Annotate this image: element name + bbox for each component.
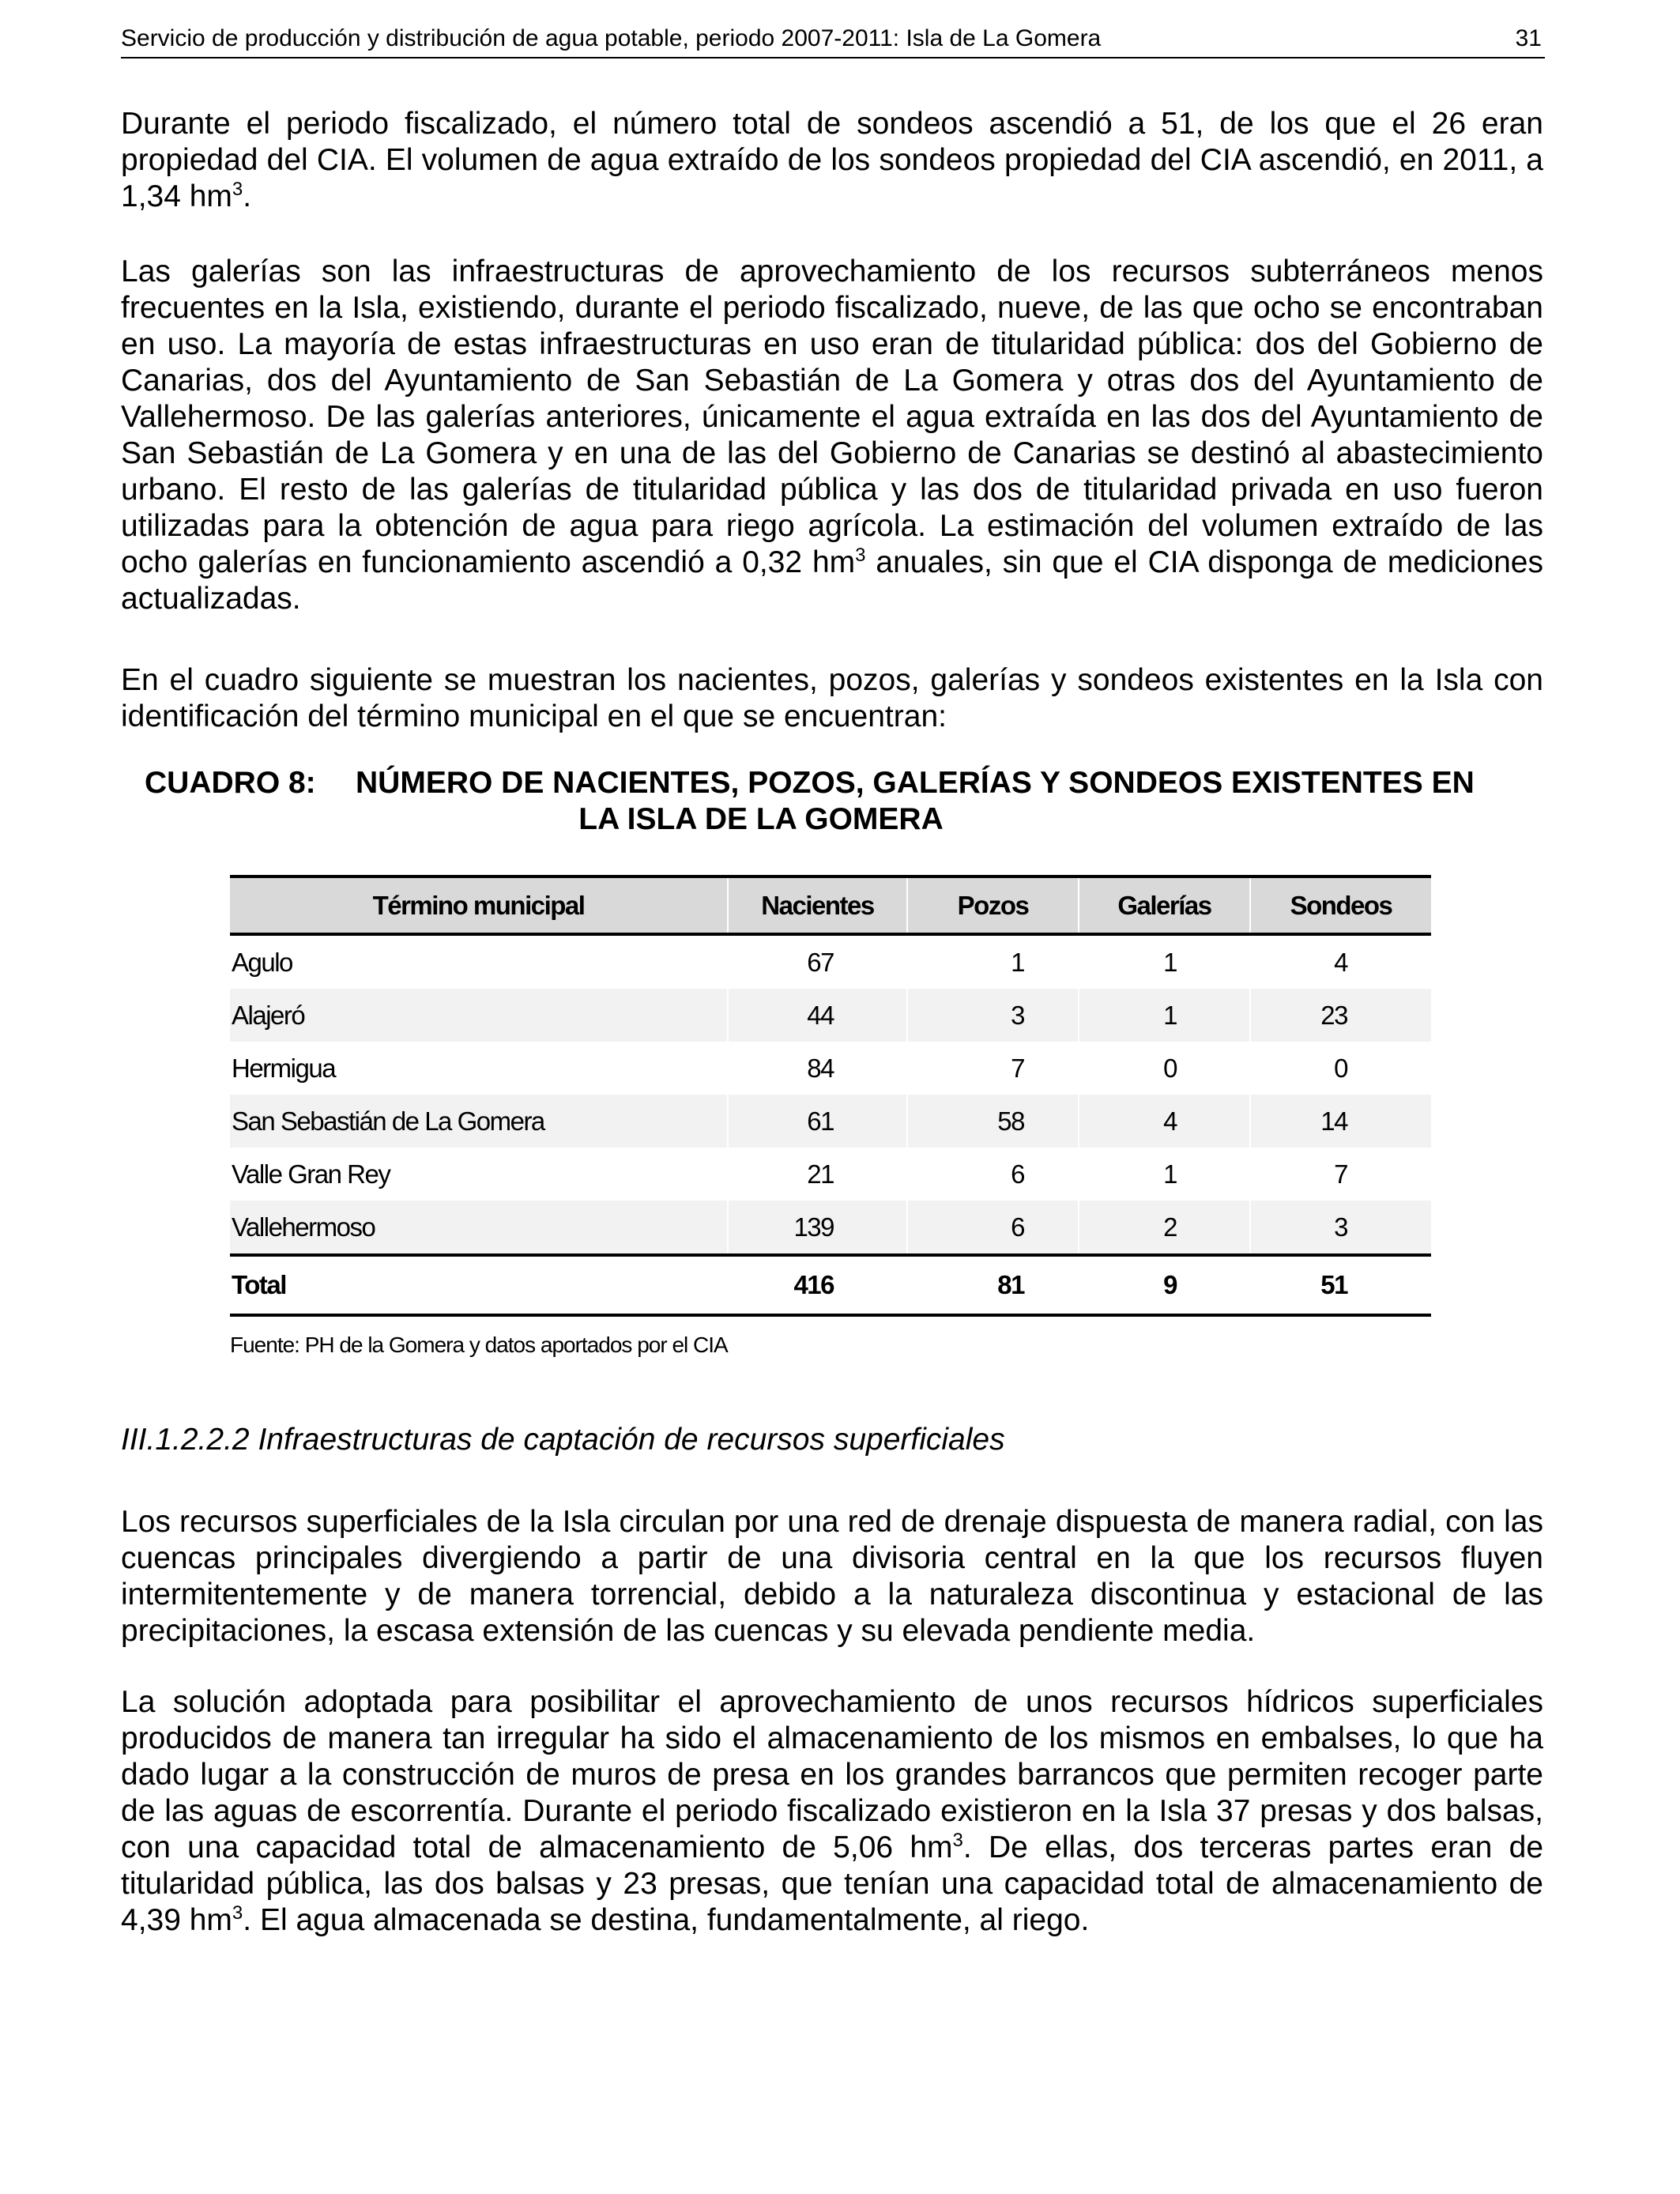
table-cell: 3 bbox=[907, 989, 1079, 1042]
table-cell: 139 bbox=[728, 1201, 907, 1255]
page-number: 31 bbox=[1515, 25, 1542, 51]
paragraph-text: anuales, sin que el CIA disponga de mediciones actualizadas. bbox=[121, 545, 1543, 616]
paragraph-sondeos bbox=[121, 106, 1543, 215]
table-cell: 0 bbox=[1079, 1042, 1250, 1095]
table-cell: 2 bbox=[1079, 1201, 1250, 1255]
table-cell: 1 bbox=[1079, 934, 1250, 989]
header-title: Servicio de producción y distribución de agua potable, periodo 2007-2011: Isla de La Gomera bbox=[121, 25, 1102, 51]
table-cell: 67 bbox=[728, 934, 907, 989]
paragraph-text: Durante el periodo fiscalizado, el número total de sondeos ascendió a 51, de los que el 26 eran propiedad del CIA. El volumen de agua extraído de los sondeos propiedad del CIA ascendió, en 2011, a 1,34 hm bbox=[121, 107, 1543, 213]
caption-line-1: NÚMERO DE NACIENTES, POZOS, GALERÍAS Y SONDEOS EXISTENTES EN bbox=[356, 766, 1475, 800]
paragraph-cuadro-intro: En el cuadro siguiente se muestran los nacientes, pozos, galerías y sondeos existentes en la Isla con identificación del término municipal en el que se encuentran: bbox=[121, 663, 1543, 733]
table-cell: 6 bbox=[907, 1201, 1079, 1255]
table-cell: 4 bbox=[1079, 1095, 1250, 1148]
table-cell: 0 bbox=[1250, 1042, 1431, 1095]
caption-line-2: LA ISLA DE LA GOMERA bbox=[578, 802, 944, 836]
table-cell: 6 bbox=[907, 1148, 1079, 1201]
paragraph-text: . bbox=[243, 179, 252, 213]
paragraph-text: Las galerías son las infraestructuras de aprovechamiento de los recursos subterráneos menos frecuentes en la Isla, existiendo, durante el periodo fiscalizado, nueve, de las que ocho se encontraban en uso. La mayoría de estas infraestructuras en uso eran de titularidad pública: dos del Gobierno de Canarias, dos del Ayuntamiento de San Sebastián de La Gomera y otras dos del Ayuntamiento de Vallehermoso. De las galerías anteriores, únicamente el agua extraída en las dos del Ayuntamiento de San Sebastián de La Gomera y en una de las del Gobierno de Canarias se destinó al abastecimiento urbano. El resto de las galerías de titularidad pública y las dos de titularidad privada en uso fueron utilizadas para la obtención de agua para riego agrícola. La estimación del volumen extraído de las ocho galerías en funcionamiento ascendió a 0,32 hm bbox=[121, 254, 1543, 579]
section-subheading: III.1.2.2.2 Infraestructuras de captación de recursos superficiales bbox=[121, 1423, 1005, 1457]
table-cell: 23 bbox=[1250, 989, 1431, 1042]
caption-label: CUADRO 8: bbox=[145, 766, 316, 800]
municipality-cell: Valle Gran Rey bbox=[232, 1159, 390, 1189]
column-header: Pozos bbox=[907, 876, 1079, 934]
paragraph-text: La solución adoptada para posibilitar el aprovechamiento de unos recursos hídricos superficiales producidos de manera tan irregular ha sido el almacenamiento de los mismos en embalses, lo que ha dado lugar a la construcción de muros de presa en los grandes barrancos que permiten recoger parte de las aguas de escorrentía. Durante el periodo fiscalizado existieron en la Isla 37 presas y dos balsas, con una capacidad total de almacenamiento de 5,06 hm bbox=[121, 1685, 1543, 1864]
page-header bbox=[121, 22, 1545, 58]
table-source-note: Fuente: PH de la Gomera y datos aportados por el CIA bbox=[230, 1333, 728, 1357]
total-cell: 416 bbox=[728, 1255, 907, 1315]
municipality-cell: Agulo bbox=[232, 947, 292, 977]
table-cell: 1 bbox=[907, 934, 1079, 989]
total-cell: 51 bbox=[1250, 1255, 1431, 1315]
table-row bbox=[230, 1095, 1431, 1148]
paragraph-text: . El agua almacenada se destina, fundamentalmente, al riego. bbox=[243, 1903, 1090, 1937]
table-cell: 84 bbox=[728, 1042, 907, 1095]
column-header: Sondeos bbox=[1250, 876, 1431, 934]
table-cell: 21 bbox=[728, 1148, 907, 1201]
paragraph-text: . De ellas, dos terceras partes eran de titularidad pública, las dos balsas y 23 presas, que tenían una capacidad total de almacenamiento de 4,39 hm bbox=[121, 1830, 1544, 1937]
municipality-cell: San Sebastián de La Gomera bbox=[230, 1095, 728, 1148]
table-cell: 1 bbox=[1079, 1148, 1250, 1201]
superscript: 3 bbox=[952, 1830, 963, 1851]
superscript: 3 bbox=[232, 179, 243, 200]
paragraph-embalses bbox=[121, 1684, 1543, 1939]
table-header-row bbox=[230, 876, 1431, 934]
table-row bbox=[230, 934, 1431, 989]
table-cell: 7 bbox=[907, 1042, 1079, 1095]
column-header: Galerías bbox=[1079, 876, 1250, 934]
total-cell: 81 bbox=[907, 1255, 1079, 1315]
table-row bbox=[230, 989, 1431, 1042]
municipality-cell: Hermigua bbox=[232, 1053, 336, 1083]
table-cell: 58 bbox=[907, 1095, 1079, 1148]
municipality-cell: Vallehermoso bbox=[230, 1201, 728, 1255]
table-cell: 14 bbox=[1250, 1095, 1431, 1148]
table-row bbox=[230, 1148, 1431, 1201]
column-header: Nacientes bbox=[728, 876, 907, 934]
superscript: 3 bbox=[232, 1902, 243, 1924]
table-cell: 7 bbox=[1250, 1148, 1431, 1201]
municipality-cell: Alajeró bbox=[230, 989, 728, 1042]
table-total-row bbox=[230, 1255, 1431, 1315]
table-row bbox=[230, 1201, 1431, 1255]
infrastructure-table bbox=[230, 875, 1431, 1317]
column-header: Término municipal bbox=[230, 876, 728, 934]
table-row bbox=[230, 1042, 1431, 1095]
paragraph-galerias bbox=[121, 254, 1543, 617]
paragraph-recursos-superficiales: Los recursos superficiales de la Isla circulan por una red de drenaje dispuesta de manera radial, con las cuencas principales divergiendo a partir de una divisoria central en la que los recursos fluyen intermitentemente y de manera torrencial, debido a la naturaleza discontinua y estacional de las precipitaciones, la escasa extensión de las cuencas y su elevada pendiente media. bbox=[121, 1505, 1543, 1648]
total-label: Total bbox=[230, 1255, 728, 1315]
table-cell: 61 bbox=[728, 1095, 907, 1148]
table-cell: 3 bbox=[1250, 1201, 1431, 1255]
table-cell: 4 bbox=[1250, 934, 1431, 989]
table-cell: 1 bbox=[1079, 989, 1250, 1042]
total-cell: 9 bbox=[1079, 1255, 1250, 1315]
superscript: 3 bbox=[855, 545, 866, 566]
table-cell: 44 bbox=[728, 989, 907, 1042]
